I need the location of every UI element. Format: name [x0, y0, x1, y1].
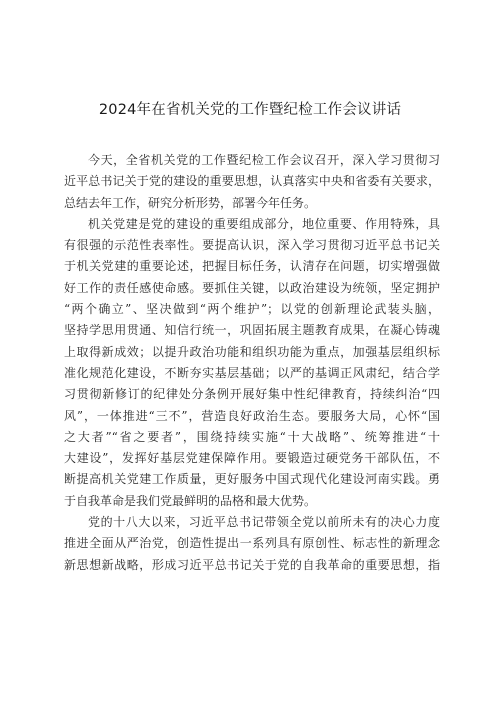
body-line: 准化规范化建设，不断夯实基层基础；以严的基调正风肃纪，结合学 — [64, 365, 440, 380]
body-line: 今天，全省机关党的工作暨纪检工作会议召开，深入学习贯彻习 — [88, 153, 440, 167]
body-line: 总结去年工作，研究分析形势，部署今年任务。 — [64, 195, 317, 210]
body-line: 新思想新战略，形成习近平总书记关于党的自我革命的重要思想，指 — [64, 557, 440, 572]
body-line: 坚持学思用贯通、知信行统一，巩固拓展主题教育成果，在凝心铸魂 — [64, 323, 440, 338]
document-body — [64, 150, 440, 576]
body-line: 断提高机关党建工作质量，更好服务中国式现代化建设河南实践。勇 — [64, 472, 440, 487]
body-line: 推进全面从严治党，创造性提出一系列具有原创性、标志性的新理念 — [64, 536, 440, 551]
body-line: “两个确立”、坚决做到“两个维护”；以党的创新理论武装头脑， — [64, 302, 440, 317]
body-line: 于自我革命是我们党最鲜明的品格和最大优势。 — [64, 493, 317, 508]
body-line: 上取得新成效；以提升政治功能和组织功能为重点，加强基层组织标 — [64, 344, 440, 359]
body-line: 好工作的责任感使命感。要抓住关键，以政治建设为统领，坚定拥护 — [64, 280, 440, 295]
body-line: 机关党建是党的建设的重要组成部分，地位重要、作用特殊，具 — [88, 216, 440, 231]
document-title: 2024年在省机关党的工作暨纪检工作会议讲话 — [98, 102, 402, 118]
body-line: 风”，一体推进“三不”，营造良好政治生态。要服务大局，心怀“国 — [64, 408, 440, 423]
body-line: 有很强的示范性表率性。要提高认识，深入学习贯彻习近平总书记关 — [64, 238, 440, 253]
body-line: 之大者”“省之要者”，围绕持续实施“十大战略”、统筹推进“十 — [64, 429, 440, 444]
body-line: 近平总书记关于党的建设的重要思想，认真落实中央和省委有关要求， — [64, 174, 440, 189]
body-line: 于机关党建的重要论述，把握目标任务，认清存在问题，切实增强做 — [64, 259, 440, 274]
body-line: 大建设”，发挥好基层党建保障作用。要锻造过硬党务干部队伍，不 — [64, 451, 440, 466]
body-line: 党的十八大以来，习近平总书记带领全党以前所未有的决心力度 — [88, 515, 440, 530]
body-line: 习贯彻新修订的纪律处分条例开展好集中性纪律教育，持续纠治“四 — [64, 387, 440, 402]
